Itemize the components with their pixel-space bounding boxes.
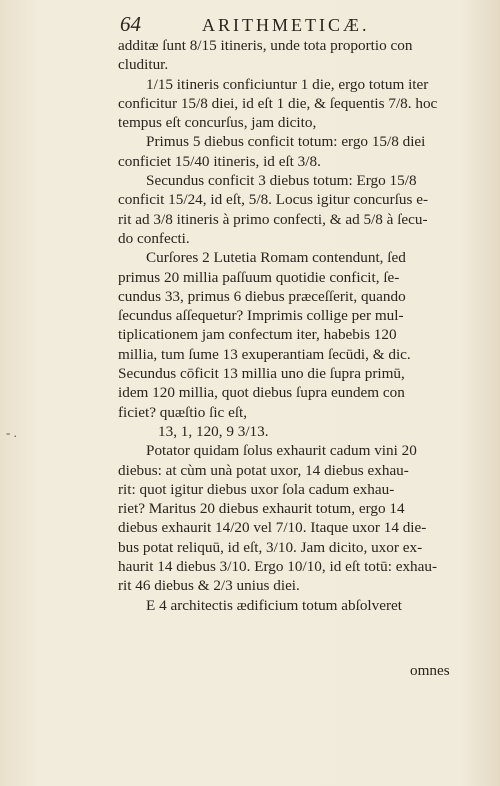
text-line: ſecundus aſſequetur? Imprimis collige per mul- <box>118 307 404 325</box>
text-line: idem 120 millia, quot diebus ſupra eundem con <box>118 384 405 402</box>
text-line: conficiet 15/40 itineris, id eſt 3/8. <box>118 152 321 170</box>
text-line: additæ ſunt 8/15 itineris, unde tota proportio con <box>118 37 413 54</box>
page-number: 64 <box>120 12 141 36</box>
text-line: primus 20 millia paſſuum quotidie conficit, ſe- <box>118 268 400 286</box>
text-line: do confecti. <box>118 229 190 247</box>
text-line: rit ad 3/8 itineris à primo confecti, & ad 5/8 à ſecu- <box>118 210 428 228</box>
text-line: rit 46 diebus & 2/3 unius diei. <box>118 577 300 595</box>
text-line: haurit 14 diebus 3/10. Ergo 10/10, id eſt totū: exhau- <box>118 558 438 576</box>
margin-mark: - . <box>6 425 17 440</box>
text-line: Curſores 2 Lutetia Romam contendunt, ſed <box>146 249 406 267</box>
text-line: conficit 15/24, id eſt, 5/8. Locus igitur concurſus e- <box>118 191 429 209</box>
text-line: diebus exhaurit 14/20 vel 7/10. Itaque uxor 14 die- <box>118 519 427 537</box>
text-line: cundus 33, primus 6 diebus præceſſerit, quando <box>118 287 406 305</box>
text-line: rit: quot igitur diebus uxor ſola cadum exhau- <box>118 480 395 498</box>
text-line: Secundus cōficit 13 millia uno die ſupra primū, <box>118 365 405 383</box>
text-line: tempus eſt concurſus, jam dicito, <box>118 114 317 132</box>
text-line: cluditur. <box>118 56 169 74</box>
running-head: ARITHMETICÆ. <box>202 15 370 35</box>
text-line: Primus 5 diebus conficit totum: ergo 15/8 diei <box>146 133 426 151</box>
catchword: omnes <box>410 662 450 679</box>
text-line: 13, 1, 120, 9 3/13. <box>158 422 269 440</box>
text-line: bus potat reliquū, id eſt, 3/10. Jam dicito, uxor ex- <box>118 538 423 556</box>
text-line: 1/15 itineris conficiuntur 1 die, ergo totum iter <box>146 75 429 93</box>
text-line: conficitur 15/8 diei, id eſt 1 die, & ſequentis 7/8. hoc <box>118 94 438 112</box>
text-line: tiplicationem jam confectum iter, habebis 120 <box>118 326 397 344</box>
body-text <box>118 36 464 615</box>
text-line: Potator quidam ſolus exhaurit cadum vini 20 <box>146 442 417 460</box>
text-line: Secundus conficit 3 diebus totum: Ergo 15/8 <box>146 172 417 190</box>
text-line: millia, tum ſume 13 exuperantiam ſecūdi, & dic. <box>118 345 411 363</box>
text-line: diebus: at cùm unà potat uxor, 14 diebus exhau- <box>118 461 409 479</box>
text-line: E 4 architectis ædificium totum abſolveret <box>146 596 403 614</box>
text-line: ficiet? quæſtio ſic eſt, <box>118 403 248 421</box>
text-line: riet? Maritus 20 diebus exhaurit totum, ergo 14 <box>118 500 405 518</box>
